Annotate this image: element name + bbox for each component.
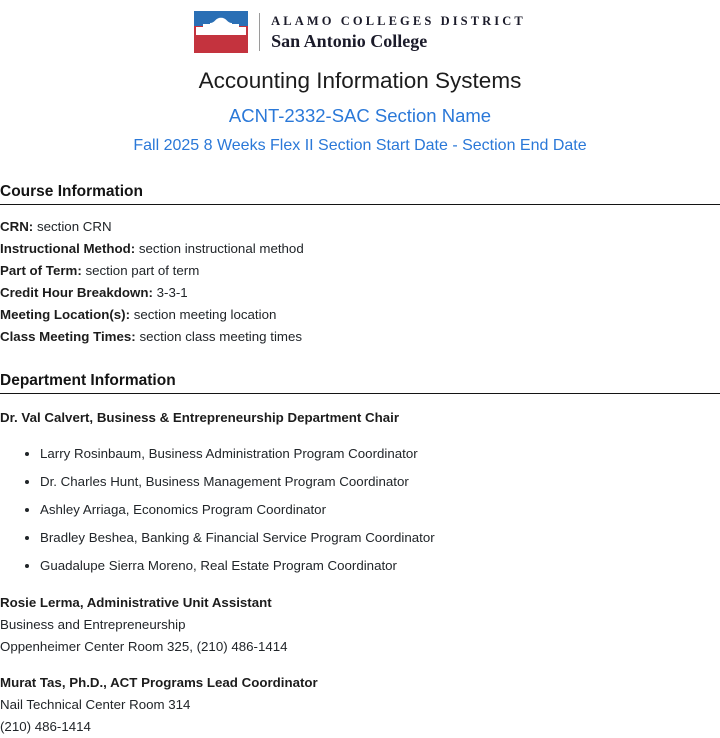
alamo-colleges-logo — [0, 10, 720, 54]
coordinator-item: • Larry Rosinbaum, Business Administration Program Coordinator — [40, 443, 720, 465]
coordinator-item: • Dr. Charles Hunt, Business Management Program Coordinator — [40, 471, 720, 493]
department-chair: Dr. Val Calvert, Business & Entrepreneurship Department Chair — [0, 410, 400, 425]
college-name: San Antonio College — [271, 30, 428, 51]
logo-text — [271, 14, 526, 51]
contact-murat-tas — [0, 672, 720, 738]
field-value: section part of term — [85, 263, 200, 278]
course-information-fields — [0, 205, 720, 348]
contact-line: Nail Technical Center Room 314 — [0, 697, 191, 712]
field-credit-hour-breakdown — [0, 282, 720, 304]
field-label: CRN: — [0, 219, 34, 234]
field-label: Credit Hour Breakdown: — [0, 285, 153, 300]
coordinator-item: • Ashley Arriaga, Economics Program Coordinator — [40, 499, 720, 521]
contact-rosie-lerma — [0, 592, 720, 658]
department-information-heading: Department Information — [0, 372, 720, 394]
field-value: 3-3-1 — [156, 285, 188, 300]
field-crn — [0, 216, 720, 238]
section-name-title: ACNT-2332-SAC Section Name — [228, 105, 492, 126]
alamo-mission-icon — [194, 11, 248, 53]
field-meeting-locations — [0, 304, 720, 326]
logo-divider — [259, 13, 260, 51]
contact-name: Rosie Lerma, Administrative Unit Assistant — [0, 595, 272, 610]
coordinator-item: • Bradley Beshea, Banking & Financial Service Program Coordinator — [40, 527, 720, 549]
field-label: Instructional Method: — [0, 241, 136, 256]
field-value: section CRN — [36, 219, 112, 234]
district-name: ALAMO COLLEGES DISTRICT — [271, 13, 526, 28]
term-dates-line: Fall 2025 8 Weeks Flex II Section Start Date - Section End Date — [133, 137, 587, 154]
field-part-of-term — [0, 260, 720, 282]
contact-line: (210) 486-1414 — [0, 719, 91, 734]
coordinator-list — [0, 443, 720, 577]
contact-line: Business and Entrepreneurship — [0, 617, 186, 632]
field-label: Class Meeting Times: — [0, 329, 136, 344]
field-label: Meeting Location(s): — [0, 307, 131, 322]
page-header — [0, 10, 720, 156]
course-title: Accounting Information Systems — [198, 68, 522, 93]
coordinator-item: • Guadalupe Sierra Moreno, Real Estate Program Coordinator — [40, 555, 720, 577]
field-label: Part of Term: — [0, 263, 82, 278]
field-value: section class meeting times — [139, 329, 303, 344]
contact-name: Murat Tas, Ph.D., ACT Programs Lead Coordinator — [0, 675, 318, 690]
field-value: section instructional method — [138, 241, 304, 256]
field-class-meeting-times — [0, 326, 720, 348]
field-instructional-method — [0, 238, 720, 260]
course-information-section — [0, 183, 720, 205]
course-information-heading: Course Information — [0, 183, 720, 205]
department-information-section — [0, 372, 720, 394]
contact-line: Oppenheimer Center Room 325, (210) 486-1414 — [0, 639, 288, 654]
field-value: section meeting location — [133, 307, 277, 322]
